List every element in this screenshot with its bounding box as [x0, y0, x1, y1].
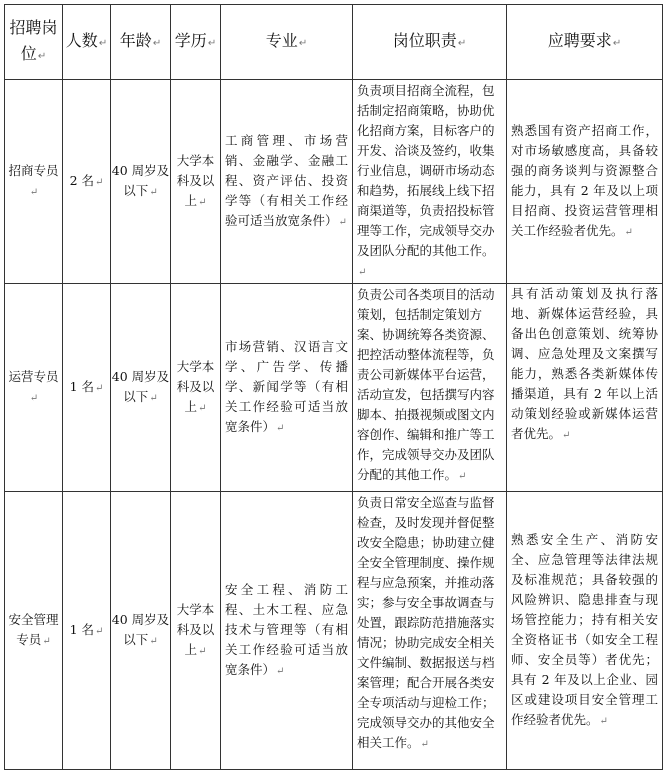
cell-age: 40 周岁及以下↵	[111, 284, 171, 492]
table-row	[5, 492, 663, 770]
table-row	[5, 284, 663, 492]
cell-major: 安全工程、消防工程、土木工程、应急技术与管理等（有相关工作经验可适当放宽条件）↵	[221, 492, 353, 770]
cell-duties: 负责项目招商全流程，包括制定招商策略，协助优化招商方案，目标客户的开发、洽谈及签约，收集行业信息，调研市场动态和趋势，拓展线上线下招商渠道等，负责招投标管理等工作，完成领导交办及团队分配的其他工作。↵	[353, 80, 507, 284]
header-requirements: 应聘要求↵	[507, 5, 663, 80]
cell-requirements: 熟悉国有资产招商工作，对市场敏感度高，具备较强的商务谈判与资源整合能力，具有 2 年及以上项目招商、投资运营管理相关工作经验者优先。↵	[507, 80, 663, 284]
cell-position: 运营专员↵	[5, 284, 63, 492]
header-duties: 岗位职责↵	[353, 5, 507, 80]
header-row	[5, 5, 663, 80]
cell-duties: 负责公司各类项目的活动策划，包括制定策划方案、协调统筹各类资源、把控活动整体流程等，负责公司新媒体平台运营，活动宣发，包括撰写内容脚本、拍摄视频或图文内容创作、编辑和推广等工作，完成领导交办及团队分配的其他工作。↵	[353, 284, 507, 492]
cell-duties: 负责日常安全巡查与监督检查，及时发现并督促整改安全隐患；协助建立健全安全管理制度、操作规程与应急预案，并推动落实；参与安全事故调查与处置，跟踪防范措施落实情况；协助完成安全相关文件编制、数据报送与档案管理；配合开展各类安全专项活动与迎检工作；完成领导交办的其他安全相关工作。↵	[353, 492, 507, 770]
cell-age: 40 周岁及以下↵	[111, 80, 171, 284]
header-count: 人数↵	[63, 5, 111, 80]
recruitment-table	[4, 4, 663, 770]
cell-education: 大学本科及以上↵	[171, 80, 221, 284]
cell-education: 大学本科及以上↵	[171, 492, 221, 770]
header-major: 专业↵	[221, 5, 353, 80]
cell-count: 2 名↵	[63, 80, 111, 284]
cell-count: 1 名↵	[63, 492, 111, 770]
header-position: 招聘岗位↵	[5, 5, 63, 80]
cell-education: 大学本科及以上↵	[171, 284, 221, 492]
cell-position: 招商专员↵	[5, 80, 63, 284]
table-row	[5, 80, 663, 284]
cell-requirements: 具有活动策划及执行落地、新媒体运营经验，具备出色创意策划、统筹协调、应急处理及文案撰写能力，熟悉各类新媒体传播渠道，具有 2 年以上活动策划经验或新媒体运营者优先。↵	[507, 284, 663, 492]
cell-requirements: 熟悉安全生产、消防安全、应急管理等法律法规及标准规范；具备较强的风险辨识、隐患排查与现场管控能力；持有相关安全资格证书（如安全工程师、安全员等）者优先；具有 2 年及以上企业、园区或建设项目安全管理工作经验者优先。↵	[507, 492, 663, 770]
header-age: 年龄↵	[111, 5, 171, 80]
cell-age: 40 周岁及以下↵	[111, 492, 171, 770]
cell-major: 市场营销、汉语言文学、广告学、传播学、新闻学等（有相关工作经验可适当放宽条件）↵	[221, 284, 353, 492]
cell-position: 安全管理专员↵	[5, 492, 63, 770]
cell-major: 工商管理、市场营销、金融学、金融工程、资产评估、投资学等（有相关工作经验可适当放宽条件）↵	[221, 80, 353, 284]
cell-count: 1 名↵	[63, 284, 111, 492]
header-education: 学历↵	[171, 5, 221, 80]
